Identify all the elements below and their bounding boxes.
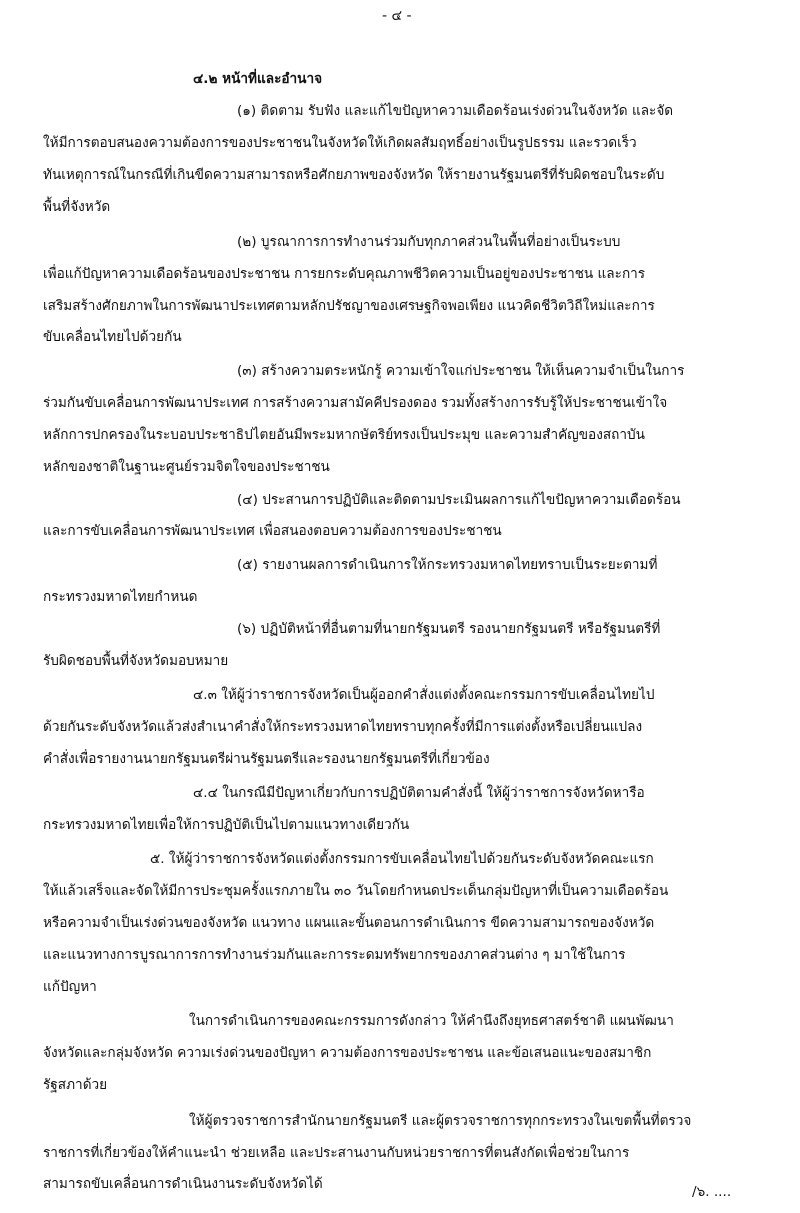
paragraph-line: กระทรวงมหาดไทยเพื่อให้การปฏิบัติเป็นไปตามแนวทางเดียวกัน [43,817,410,833]
paragraph-line: ราชการที่เกี่ยวข้องให้คำแนะนำ ช่วยเหลือ และประสานงานกับหน่วยราชการที่ตนสังกัดเพื่อช่วยในการ [43,1145,630,1161]
paragraph-line: (๑) ติดตาม รับฟัง และแก้ไขปัญหาความเดือดร้อนเร่งด่วนในจังหวัด และจัด [237,103,674,119]
paragraph-line: (๒) บูรณาการการทำงานร่วมกับทุกภาคส่วนในพื้นที่อย่างเป็นระบบ [237,234,621,250]
paragraph-line: ขับเคลื่อนไทยไปด้วยกัน [43,329,182,345]
paragraph-line: กระทรวงมหาดไทยกำหนด [43,589,198,605]
paragraph-line: ร่วมกันขับเคลื่อนการพัฒนาประเทศ การสร้างความสามัคคีปรองดอง รวมทั้งสร้างการรับรู้ให้ประชาชนเข้าใจ [43,395,668,411]
paragraph-line: ๔.๓ ให้ผู้ว่าราชการจังหวัดเป็นผู้ออกคำสั่งแต่งตั้งคณะกรรมการขับเคลื่อนไทยไป [193,687,655,703]
paragraph-line: (๖) ปฏิบัติหน้าที่อื่นตามที่นายกรัฐมนตรี รองนายกรัฐมนตรี หรือรัฐมนตรีที่ [237,621,661,637]
paragraph-line: พื้นที่จังหวัด [43,199,111,215]
paragraph-line: เสริมสร้างศักยภาพในการพัฒนาประเทศตามหลักปรัชญาของเศรษฐกิจพอเพียง แนวคิดชีวิตวิถีใหม่และการ [43,298,655,314]
paragraph-line: หลักของชาติในฐานะศูนย์รวมจิตใจของประชาชน [43,459,330,475]
paragraph-line: หลักการปกครองในระบอบประชาธิปไตยอันมีพระมหากษัตริย์ทรงเป็นประมุข และความสำคัญของสถาบัน [43,427,645,443]
paragraph-line: รับผิดชอบพื้นที่จังหวัดมอบหมาย [43,653,229,669]
paragraph-line: หรือความจำเป็นเร่งด่วนของจังหวัด แนวทาง แผนและขั้นตอนการดำเนินการ ขีดความสามารถของจังหวัด [43,915,655,931]
paragraph-line: และการขับเคลื่อนการพัฒนาประเทศ เพื่อสนองตอบความต้องการของประชาชน [43,523,502,539]
paragraph-line: (๓) สร้างความตระหนักรู้ ความเข้าใจแก่ประชาชน ให้เห็นความจำเป็นในการ [237,363,685,379]
paragraph-line: จังหวัดและกลุ่มจังหวัด ความเร่งด่วนของปัญหา ความต้องการของประชาชน และข้อเสนอแนะของสมาชิก [43,1045,652,1061]
paragraph-line: คำสั่งเพื่อรายงานนายกรัฐมนตรีผ่านรัฐมนตรีและรองนายกรัฐมนตรีที่เกี่ยวข้อง [43,751,490,767]
paragraph-line: ทันเหตุการณ์ในกรณีที่เกินขีดความสามารถหรือศักยภาพของจังหวัด ให้รายงานรัฐมนตรีที่รับผิดชอบในระดับ [43,167,665,183]
paragraph-line: รัฐสภาด้วย [43,1077,108,1093]
paragraph-line: ให้แล้วเสร็จและจัดให้มีการประชุมครั้งแรกภายใน ๓๐ วันโดยกำหนดประเด็นกลุ่มปัญหาที่เป็นความเดือดร้อน [43,883,669,899]
continuation-marker: /๖. .... [692,1184,732,1200]
section-heading: ๔.๒ หน้าที่และอำนาจ [193,71,323,87]
paragraph-line: (๔) ประสานการปฏิบัติและติดตามประเมินผลการแก้ไขปัญหาความเดือดร้อน [237,492,681,508]
paragraph-line: ให้มีการตอบสนองความต้องการของประชาชนในจังหวัดให้เกิดผลสัมฤทธิ์อย่างเป็นรูปธรรม และรวดเร็ว [43,135,637,151]
paragraph-line: แก้ปัญหา [43,979,97,995]
paragraph-line: ๔.๔ ในกรณีมีปัญหาเกี่ยวกับการปฏิบัติตามคำสั่งนี้ ให้ผู้ว่าราชการจังหวัดหารือ [193,785,645,801]
paragraph-line: ๕. ให้ผู้ว่าราชการจังหวัดแต่งตั้งกรรมการขับเคลื่อนไทยไปด้วยกันระดับจังหวัดคณะแรก [150,851,654,867]
paragraph-line: สามารถขับเคลื่อนการดำเนินงานระดับจังหวัดได้ [43,1176,323,1192]
paragraph-line: (๕) รายงานผลการดำเนินการให้กระทรวงมหาดไทยทราบเป็นระยะตามที่ [237,557,658,573]
paragraph-line: ให้ผู้ตรวจราชการสำนักนายกรัฐมนตรี และผู้ตรวจราชการทุกกระทรวงในเขตพื้นที่ตรวจ [189,1113,692,1129]
paragraph-line: ด้วยกันระดับจังหวัดแล้วส่งสำเนาคำสั่งให้กระทรวงมหาดไทยทราบทุกครั้งที่มีการแต่งตั้งหรือเปลี่ยนแปลง [43,719,643,735]
paragraph-line: ในการดำเนินการของคณะกรรมการดังกล่าว ให้คำนึงถึงยุทธศาสตร์ชาติ แผนพัฒนา [189,1013,674,1029]
page-number: - ๔ - [382,8,412,24]
paragraph-line: และแนวทางการบูรณาการการทำงานร่วมกันและการระดมทรัพยากรของภาคส่วนต่าง ๆ มาใช้ในการ [43,947,626,963]
paragraph-line: เพื่อแก้ปัญหาความเดือดร้อนของประชาชน การยกระดับคุณภาพชีวิตความเป็นอยู่ของประชาชน และการ [43,266,646,282]
